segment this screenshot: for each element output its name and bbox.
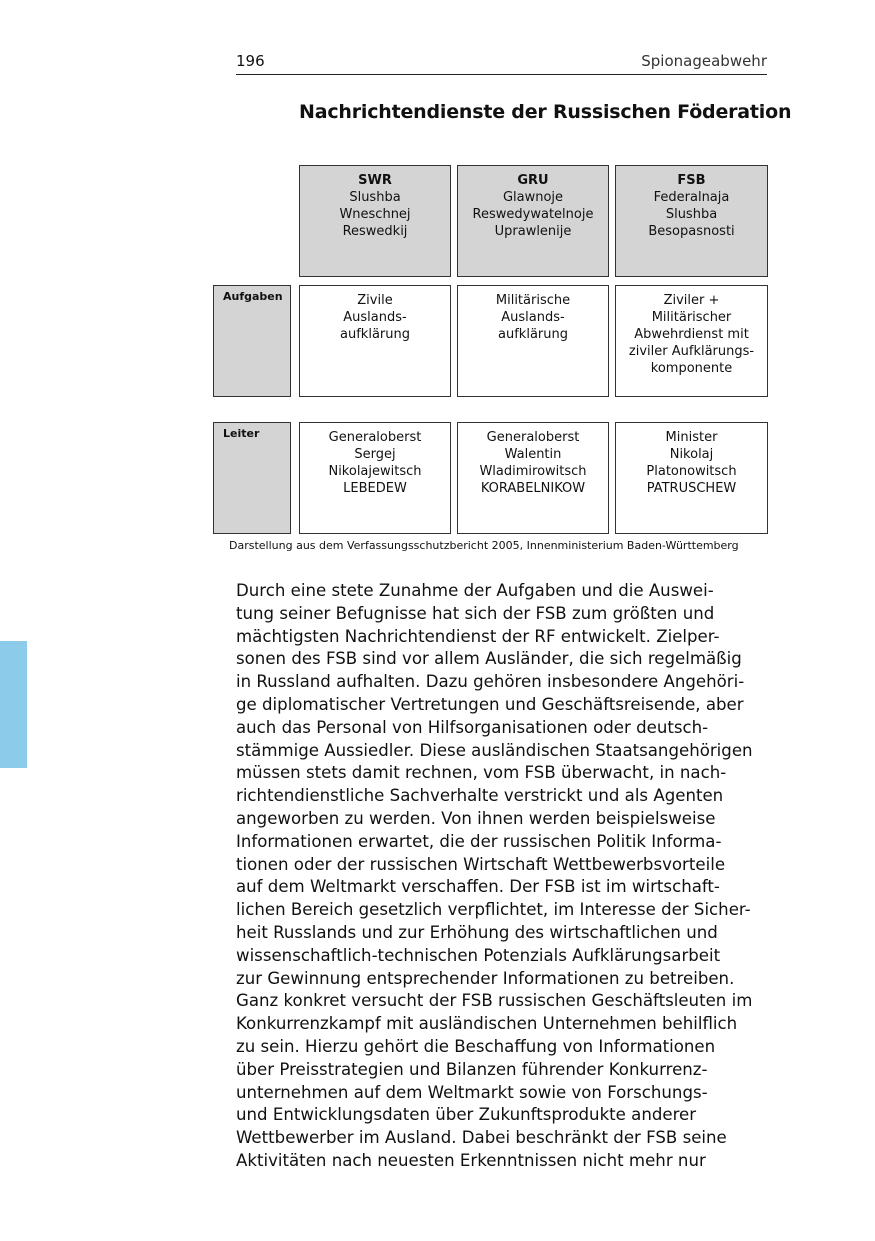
agency-name-line: Reswedywatelnoje [472,207,594,222]
body-line: auch das Personal von Hilfsorganisationen oder deutsch- [236,717,709,737]
task-line: Abwehrdienst mit [634,327,749,342]
head-line: LEBEDEW [343,481,407,496]
task-box-gru [457,285,609,397]
head-box-swr [299,422,451,534]
agency-name-line: Reswedkij [342,224,408,239]
task-box-swr [299,285,451,397]
task-box-fsb [615,285,768,397]
body-line: Wettbewerber im Ausland. Dabei beschränkt der FSB seine [236,1128,727,1148]
body-line: unternehmen auf dem Weltmarkt sowie von Forschungs- [236,1082,708,1102]
head-line: Platonowitsch [646,464,737,479]
task-line: Zivile [357,293,393,308]
body-line: Informationen erwartet, die der russischen Politik Informa- [236,831,722,851]
body-line: zur Gewinnung entsprechender Informationen zu betreiben. [236,968,735,988]
head-line: Wladimirowitsch [479,464,587,479]
body-line: lichen Bereich gesetzlich verpflichtet, im Interesse der Sicher- [236,900,751,920]
head-line: Minister [665,430,718,445]
head-line: Sergej [354,447,396,462]
diagram-title: Nachrichtendienste der Russischen Föderation [299,101,792,123]
body-line: tung seiner Befugnisse hat sich der FSB zum größten und [236,603,715,623]
row-label-heads: Leiter [213,422,291,534]
task-line: aufklärung [498,327,568,342]
running-head: Spionageabwehr [641,52,767,70]
body-line: Aktivitäten nach neuesten Erkenntnissen nicht mehr nur [236,1150,706,1170]
chapter-tab-marker [0,641,27,768]
agency-name-line: Besopasnosti [648,224,735,239]
agency-box-fsb [615,165,768,277]
head-line: KORABELNIKOW [480,481,586,496]
agency-box-swr [299,165,451,277]
body-line: Durch eine stete Zunahme der Aufgaben und die Auswei- [236,581,714,600]
agency-name-line: Uprawlenije [494,224,572,239]
task-line: Ziviler + [663,293,720,308]
body-line: Ganz konkret versucht der FSB russischen Geschäftsleuten im [236,991,753,1011]
body-line: tionen oder der russischen Wirtschaft Wettbewerbsvorteile [236,854,726,874]
agency-name-line: Slushba [349,190,401,205]
body-line: sonen des FSB sind vor allem Ausländer, die sich regelmäßig [236,649,742,669]
agency-abbr: FSB [677,173,706,188]
agency-name-line: Glawnoje [502,190,564,205]
head-line: PATRUSCHEW [646,481,737,496]
head-box-fsb [615,422,768,534]
agency-box-gru [457,165,609,277]
task-line: Militärischer [651,310,732,325]
task-line: komponente [650,361,733,376]
body-line: Konkurrenzkampf mit ausländischen Unternehmen behilflich [236,1014,738,1034]
agency-abbr: SWR [358,173,392,188]
head-box-gru [457,422,609,534]
task-line: Auslands- [343,310,407,325]
body-paragraph [236,580,776,1173]
body-line: heit Russlands und zur Erhöhung des wirtschaftlichen und [236,922,718,942]
page-number: 196 [236,52,265,70]
agency-abbr: GRU [517,173,549,188]
body-line: müssen stets damit rechnen, vom FSB überwacht, in nach- [236,763,727,783]
agency-name-line: Federalnaja [653,190,730,205]
task-line: Militärische [495,293,571,308]
body-line: angeworben zu werden. Von ihnen werden beispielsweise [236,808,716,828]
body-line: in Russland aufhalten. Dazu gehören insbesondere Angehöri- [236,672,745,692]
diagram-caption: Darstellung aus dem Verfassungsschutzbericht 2005, Innenministerium Baden-Württemberg [229,539,739,552]
agency-name-line: Slushba [665,207,718,222]
page-header [236,52,767,75]
body-line: wissenschaftlich-technischen Potenzials Aufklärungsarbeit [236,945,721,965]
head-line: Nikolajewitsch [328,464,422,479]
task-line: Auslands- [501,310,565,325]
row-label-tasks: Aufgaben [213,285,291,397]
task-line: ziviler Aufklärungs- [628,344,755,359]
body-line: richtendienstliche Sachverhalte verstrickt und als Agenten [236,786,724,806]
body-line: über Preisstrategien und Bilanzen führender Konkurrenz- [236,1059,708,1079]
body-line: ge diplomatischer Vertretungen und Geschäftsreisende, aber [236,694,744,714]
body-line: und Entwicklungsdaten über Zukunftsprodukte anderer [236,1105,697,1125]
head-line: Nikolaj [669,447,714,462]
body-line: auf dem Weltmarkt verschaffen. Der FSB ist im wirtschaft- [236,877,720,897]
task-line: aufklärung [340,327,410,342]
head-line: Generaloberst [486,430,580,445]
head-line: Walentin [504,447,562,462]
body-line: mächtigsten Nachrichtendienst der RF entwickelt. Zielper- [236,626,720,646]
body-line: zu sein. Hierzu gehört die Beschaffung von Informationen [236,1036,716,1056]
agency-name-line: Wneschnej [339,207,411,222]
head-line: Generaloberst [328,430,422,445]
body-line: stämmige Aussiedler. Diese ausländischen Staatsangehörigen [236,740,753,760]
